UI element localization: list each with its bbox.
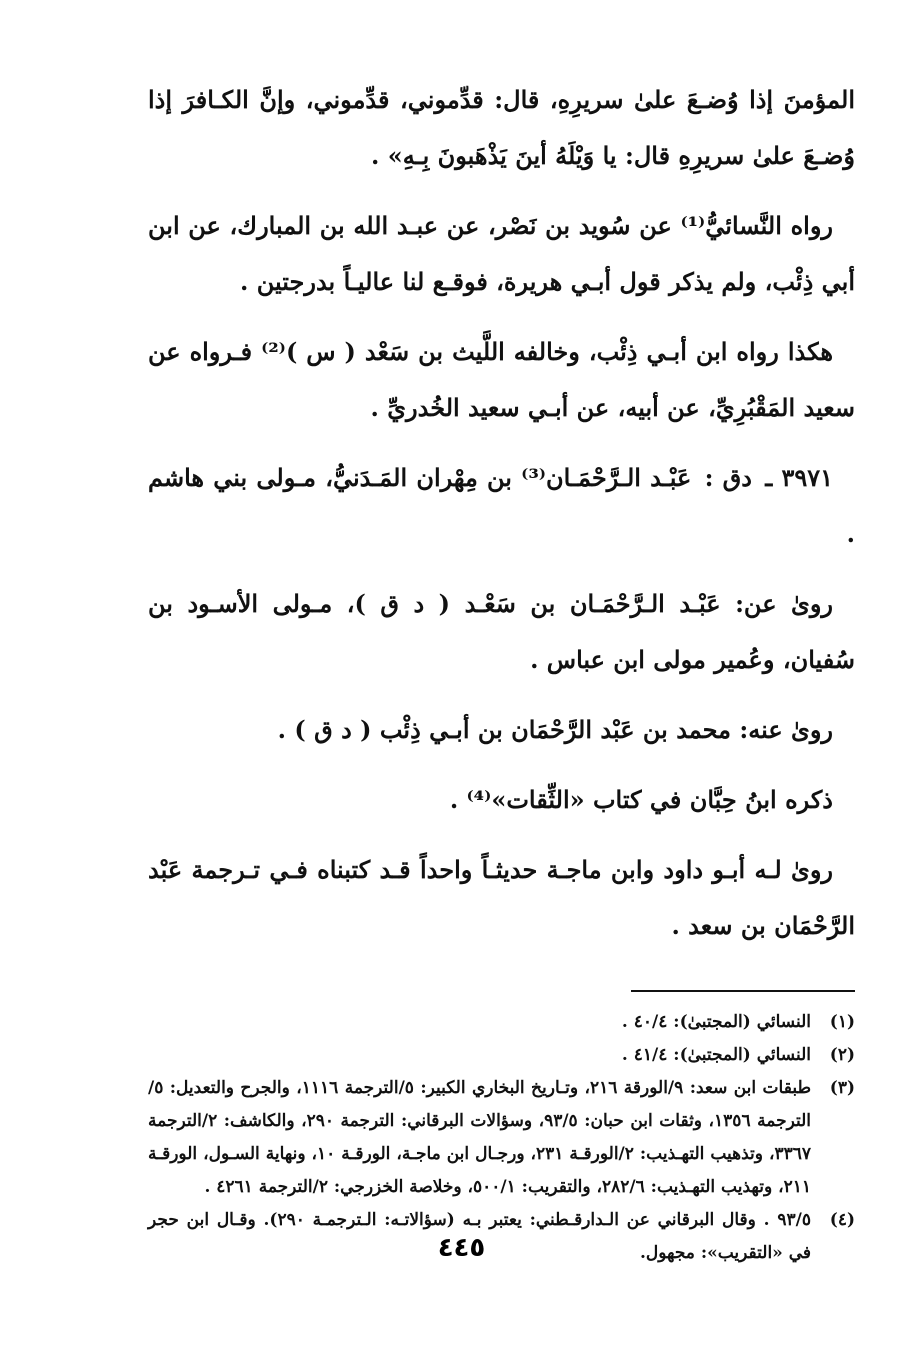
paragraph-ibn-hibban bbox=[148, 772, 855, 828]
paragraph-text: المؤمنَ إذا وُضـعَ علىٰ سريرِهِ، قال: قدِّموني، قدِّموني، وإنَّ الكـافرَ إذا وُضـعَ علىٰ سريرِهِ قال: يا وَيْلَهُ أينَ يَذْهَبونَ بِـهِ» . bbox=[148, 85, 855, 170]
footnote-item bbox=[148, 1006, 855, 1039]
paragraph-laith-narration bbox=[148, 324, 855, 436]
footnote-number: (١) bbox=[829, 1012, 855, 1032]
footnote-text: النسائي (المجتبىٰ): ٤١/٤ . bbox=[621, 1045, 811, 1065]
paragraph-hadith-text bbox=[148, 72, 855, 184]
footnote-item bbox=[148, 1072, 855, 1204]
paragraph-text: رواه النَّسائيُّ⁽¹⁾ عن سُويد بن نَصْر، عن عبـد الله بن المبارك، عن ابن أبي ذِئْب، ولم يذكر قول أبـي هريرة، فوقـع لنا عاليـاً بدرجتين . bbox=[148, 211, 855, 296]
footnote-text: ٩٣/٥ . وقال البرقاني عن الـدارقـطني: يعتبر بـه (سؤالاتـه: الـترجمـة ٢٩٠). وقـال ابن حجر في «التقريب»: مجهول. bbox=[148, 1210, 811, 1263]
paragraph-nasai-narration bbox=[148, 198, 855, 310]
entry-tags: دق : bbox=[704, 463, 752, 492]
narrated-from-text: عَبْـد الـرَّحْمَـان بن سَعْـد ( د ق )، مـولى الأسـود بن سُفيان، وعُمير مولى ابن عباس . bbox=[148, 589, 855, 674]
biography-entry-heading bbox=[148, 450, 855, 562]
footnote-number: (٣) bbox=[829, 1078, 855, 1098]
footnote-text: النسائي (المجتبىٰ): ٤٠/٤ . bbox=[621, 1012, 811, 1032]
footnote-item bbox=[148, 1039, 855, 1072]
entry-text: عَبْـد الـرَّحْمَـان⁽³⁾ بن مِهْران المَـدَنيُّ، مـولى بني هاشم . bbox=[148, 463, 855, 548]
footnotes-section bbox=[148, 1006, 855, 1270]
paragraph-narrated-from bbox=[148, 576, 855, 688]
footnote-number: (٤) bbox=[829, 1210, 855, 1230]
narrated-by-text: محمد بن عَبْد الرَّحْمَان بن أبـي ذِئْب ( د ق ) . bbox=[277, 715, 732, 744]
paragraph-text: ذكره ابنُ حِبَّان في كتاب «الثِّقات»⁽⁴⁾ . bbox=[449, 785, 833, 814]
page-number: ٤٤٥ bbox=[437, 1233, 486, 1263]
paragraph-text: روىٰ لـه أبـو داود وابن ماجـة حديثـاً واحداً قـد كتبناه فـي تـرجمة عَبْد الرَّحْمَان بن سعد . bbox=[148, 855, 855, 940]
paragraph-narrated-for bbox=[148, 842, 855, 954]
narrated-from-label: روىٰ عن: bbox=[735, 589, 833, 618]
narrated-by-label: روىٰ عنه: bbox=[739, 715, 833, 744]
paragraph-text: هكذا رواه ابن أبـي ذِئْب، وخالفه اللَّيث بن سَعْد ( س )⁽²⁾ فـرواه عن سعيد المَقْبُرِيِّ، عن أبيه، عن أبـي سعيد الخُدريِّ . bbox=[148, 337, 855, 422]
paragraph-narrated-by bbox=[148, 702, 855, 758]
footnote-divider bbox=[631, 990, 855, 992]
entry-number: ٣٩٧١ ـ bbox=[765, 463, 833, 492]
footnote-number: (٢) bbox=[829, 1045, 855, 1065]
footnote-text: طبقات ابن سعد: ٩/الورقة ٢١٦، وتـاريخ البخاري الكبير: ٥/الترجمة ١١١٦، والجرح والتعديل: ٥/الترجمة ١٣٥٦، وثقات ابن حبان: ٩٣/٥، وسؤالات البرقاني: الترجمة ٢٩٠، والكاشف: ٢/الترجمة ٣٣٦٧، وتذهيب التهـذيب: ٢/الورقـة ٢٣١، ورجـال ابن ماجـة، الورقـة ١٠، ونهاية السـول، الورقـة ٢١١، وتهذيب التهـذيب: ٢٨٢/٦، والتقريب: ٥٠٠/١، وخلاصة الخزرجي: ٢/الترجمة ٤٢٦١ . bbox=[148, 1078, 811, 1197]
